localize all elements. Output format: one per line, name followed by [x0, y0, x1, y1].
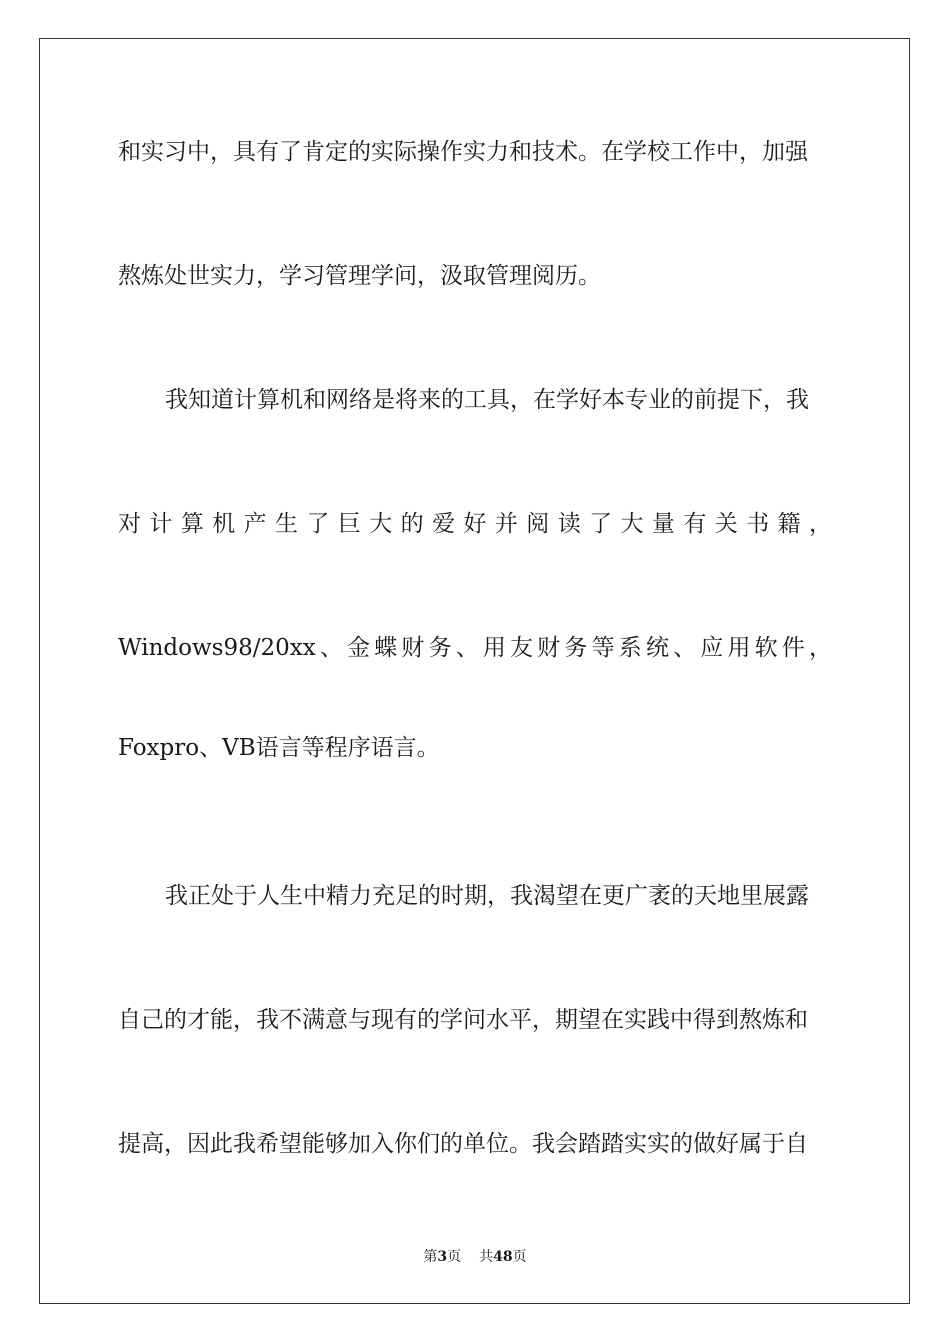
text-glyph: ， [808, 635, 832, 661]
text-glyph: ， [808, 511, 832, 537]
text-glyph: 金 [347, 635, 371, 661]
text-glyph: 爱 [432, 511, 456, 537]
text-glyph: 的 [400, 511, 424, 537]
text-line: 和实习中，具有了肯定的实际操作实力和技术。在学校工作中，加强 [118, 139, 808, 165]
text-glyph: 务 [564, 635, 588, 661]
text-glyph: 了 [306, 511, 330, 537]
text-glyph: 产 [243, 511, 267, 537]
text-glyph: 财 [537, 635, 561, 661]
text-glyph: 计 [149, 511, 173, 537]
text-glyph: 量 [651, 511, 675, 537]
text-glyph: 好 [463, 511, 487, 537]
footer-total-pages: 48 [493, 1249, 513, 1265]
text-glyph: 应 [700, 635, 724, 661]
text-glyph: 用 [727, 635, 751, 661]
text-glyph: 财 [401, 635, 425, 661]
text-glyph: 、 [455, 635, 479, 661]
text-glyph: 大 [620, 511, 644, 537]
text-glyph: 统 [645, 635, 669, 661]
text-glyph: 算 [180, 511, 204, 537]
footer-page-prefix: 第 [423, 1249, 438, 1265]
text-glyph: Windows98/20xx [118, 635, 316, 661]
text-glyph: 书 [746, 511, 770, 537]
text-glyph: 用 [482, 635, 506, 661]
text-glyph: 软 [754, 635, 778, 661]
text-line: Foxpro、VB语言等程序语言。 [118, 735, 440, 761]
footer-total-prefix: 共 [479, 1249, 494, 1265]
page-footer [0, 1248, 950, 1266]
text-glyph: 、 [319, 635, 343, 661]
text-glyph: 并 [494, 511, 518, 537]
footer-page-suffix: 页 [447, 1249, 462, 1265]
text-line-justified [118, 509, 832, 539]
text-glyph: 生 [275, 511, 299, 537]
footer-page-number: 3 [437, 1249, 448, 1265]
text-glyph: 等 [591, 635, 615, 661]
text-glyph: 读 [557, 511, 581, 537]
text-line: 熬炼处世实力，学习管理学问，汲取管理阅历。 [118, 263, 601, 289]
text-line: 我知道计算机和网络是将来的工具，在学好本专业的前提下，我 [165, 387, 809, 413]
text-glyph: 件 [781, 635, 805, 661]
text-line: 我正处于人生中精力充足的时期，我渴望在更广袤的天地里展露 [165, 883, 809, 909]
text-glyph: 阅 [526, 511, 550, 537]
text-glyph: 友 [510, 635, 534, 661]
text-glyph: 有 [683, 511, 707, 537]
text-glyph: 、 [673, 635, 697, 661]
page-border [39, 38, 910, 1304]
text-glyph: 蝶 [374, 635, 398, 661]
text-glyph: 籍 [777, 511, 801, 537]
text-glyph: 对 [118, 511, 141, 537]
text-glyph: 务 [428, 635, 452, 661]
text-glyph: 大 [369, 511, 393, 537]
text-glyph: 系 [618, 635, 642, 661]
footer-total-suffix: 页 [512, 1249, 527, 1265]
text-line: 自己的才能，我不满意与现有的学问水平，期望在实践中得到熬炼和 [118, 1007, 808, 1033]
text-line-justified [118, 633, 832, 663]
text-glyph: 巨 [337, 511, 361, 537]
text-glyph: 关 [714, 511, 738, 537]
text-glyph: 机 [212, 511, 236, 537]
text-line: 提高，因此我希望能够加入你们的单位。我会踏踏实实的做好属于自 [118, 1131, 808, 1157]
text-glyph: 了 [589, 511, 613, 537]
